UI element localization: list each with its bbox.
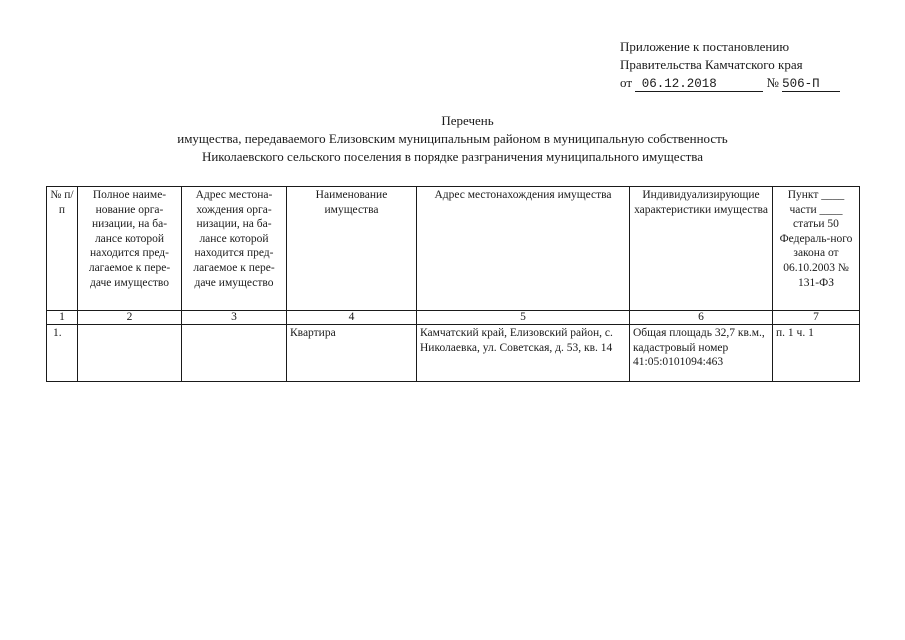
table-row [47, 325, 860, 382]
title-line-1: Перечень [441, 113, 494, 128]
header-org-address: Адрес местона-хождения орга-низации, на ба-лансе которой находится пред-лагаемое к пере-даче имущество [182, 187, 287, 311]
appendix-block [620, 38, 840, 92]
cell-property-address: Камчатский край, Елизовский район, с. Николаевка, ул. Советская, д. 53, кв. 14 [417, 325, 630, 382]
appendix-date: 06.12.2018 [641, 77, 717, 91]
column-number: 2 [78, 311, 182, 325]
title-line-3: Николаевского сельского поселения в порядке разграничения муниципального имущества [201, 149, 704, 164]
column-number: 3 [182, 311, 287, 325]
cell-characteristics: Общая площадь 32,7 кв.м., кадастровый номер 41:05:0101094:463 [630, 325, 773, 382]
cell-law-point: п. 1 ч. 1 [773, 325, 860, 382]
appendix-date-line [620, 74, 840, 92]
column-number: 5 [417, 311, 630, 325]
header-property-name: Наименование имущества [287, 187, 417, 311]
appendix-number: 506-П [782, 77, 820, 91]
cell-org-address [182, 325, 287, 382]
table-header-row [47, 187, 860, 311]
appendix-number-label: № [766, 75, 779, 90]
appendix-from-label: от [620, 75, 633, 90]
column-number-row [47, 311, 860, 325]
cell-org-name [78, 325, 182, 382]
column-number: 6 [630, 311, 773, 325]
header-characteristics: Индивидуализирующие характеристики имущества [630, 187, 773, 311]
appendix-line-2: Правительства Камчатского края [620, 57, 803, 72]
appendix-line-1: Приложение к постановлению [620, 39, 790, 54]
column-number: 7 [773, 311, 860, 325]
header-property-address: Адрес местонахождения имущества [417, 187, 630, 311]
column-number: 1 [47, 311, 78, 325]
title-line-2: имущества, передаваемого Елизовским муниципальным районом в муниципальную собственность [177, 131, 728, 146]
cell-property-name: Квартира [287, 325, 417, 382]
column-number: 4 [287, 311, 417, 325]
document-title [0, 112, 905, 166]
property-table [46, 186, 860, 382]
header-law-point: Пункт ____ части ____ статьи 50 Федераль-ного закона от 06.10.2003 № 131-ФЗ [773, 187, 860, 311]
header-org-name: Полное наиме-нование орга-низации, на ба-лансе которой находится пред-лагаемое к пере-даче имущество [78, 187, 182, 311]
header-number: № п/п [47, 187, 78, 311]
cell-number: 1. [47, 325, 78, 382]
